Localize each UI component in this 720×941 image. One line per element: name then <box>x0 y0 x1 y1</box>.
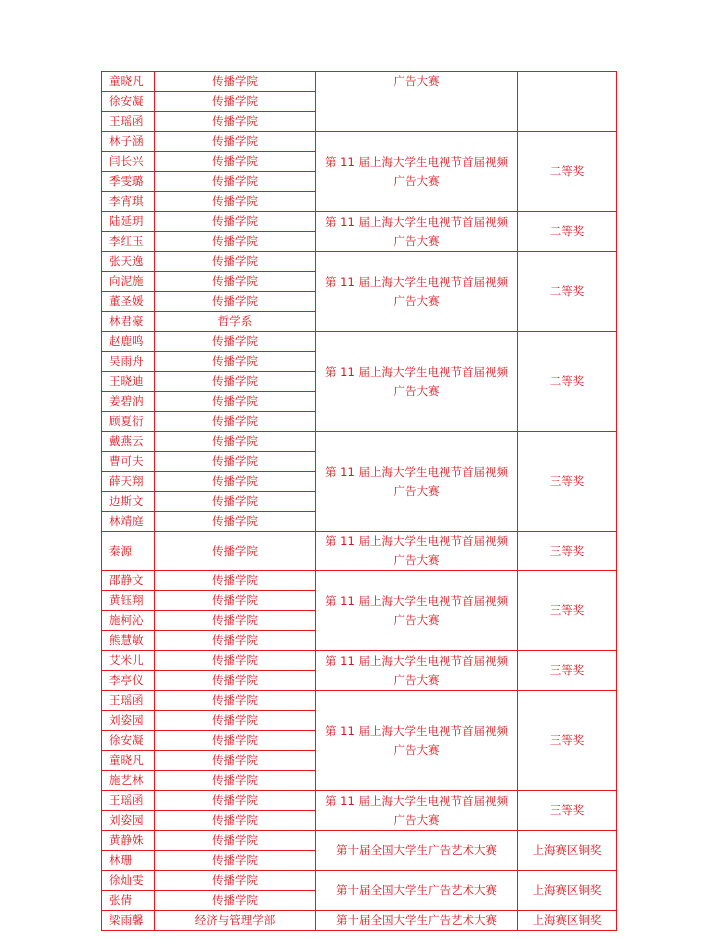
awards-sheet <box>101 71 617 931</box>
department-cell: 传播学院 <box>155 432 316 452</box>
table-row <box>102 911 617 931</box>
department-cell: 传播学院 <box>155 212 316 232</box>
competition-cell: 第 11 届上海大学生电视节首届视频广告大赛 <box>316 252 518 332</box>
department-cell: 传播学院 <box>155 392 316 412</box>
student-name-cell: 薛天翔 <box>102 472 155 492</box>
award-cell: 二等奖 <box>518 252 617 332</box>
student-name-cell: 林子涵 <box>102 132 155 152</box>
table-row <box>102 252 617 272</box>
student-name-cell: 顾夏衍 <box>102 412 155 432</box>
department-cell: 传播学院 <box>155 292 316 312</box>
student-name-cell: 向泥施 <box>102 272 155 292</box>
competition-cell: 第 11 届上海大学生电视节首届视频广告大赛 <box>316 691 518 791</box>
department-cell: 哲学系 <box>155 312 316 332</box>
table-row <box>102 651 617 671</box>
table-row <box>102 532 617 571</box>
student-name-cell: 王瑶函 <box>102 112 155 132</box>
student-name-cell: 梁雨馨 <box>102 911 155 931</box>
competition-cell: 第 11 届上海大学生电视节首届视频广告大赛 <box>316 212 518 252</box>
competition-cell: 第 11 届上海大学生电视节首届视频广告大赛 <box>316 132 518 212</box>
student-name-cell: 陆延玥 <box>102 212 155 232</box>
table-row <box>102 871 617 891</box>
department-cell: 传播学院 <box>155 112 316 132</box>
table-row <box>102 332 617 352</box>
department-cell: 传播学院 <box>155 172 316 192</box>
student-name-cell: 边斯文 <box>102 492 155 512</box>
student-name-cell: 戴燕云 <box>102 432 155 452</box>
department-cell: 传播学院 <box>155 731 316 751</box>
award-cell: 三等奖 <box>518 571 617 651</box>
award-cell: 上海赛区铜奖 <box>518 911 617 931</box>
department-cell: 传播学院 <box>155 72 316 92</box>
department-cell: 传播学院 <box>155 651 316 671</box>
student-name-cell: 张天逸 <box>102 252 155 272</box>
award-cell: 二等奖 <box>518 132 617 212</box>
department-cell: 传播学院 <box>155 811 316 831</box>
table-row <box>102 432 617 452</box>
student-name-cell: 童晓凡 <box>102 72 155 92</box>
department-cell: 传播学院 <box>155 352 316 372</box>
awards-table <box>101 71 617 931</box>
student-name-cell: 黄静姝 <box>102 831 155 851</box>
department-cell: 传播学院 <box>155 571 316 591</box>
student-name-cell: 李亭仪 <box>102 671 155 691</box>
department-cell: 传播学院 <box>155 751 316 771</box>
award-cell: 三等奖 <box>518 432 617 532</box>
student-name-cell: 黄钰翔 <box>102 591 155 611</box>
student-name-cell: 刘姿园 <box>102 711 155 731</box>
award-cell: 三等奖 <box>518 691 617 791</box>
department-cell: 传播学院 <box>155 252 316 272</box>
student-name-cell: 张倩 <box>102 891 155 911</box>
department-cell: 传播学院 <box>155 412 316 432</box>
competition-cell: 第十届全国大学生广告艺术大赛 <box>316 831 518 871</box>
competition-cell: 第 11 届上海大学生电视节首届视频广告大赛 <box>316 332 518 432</box>
student-name-cell: 王晓迪 <box>102 372 155 392</box>
student-name-cell: 曹可夫 <box>102 452 155 472</box>
competition-cell: 第 11 届上海大学生电视节首届视频广告大赛 <box>316 651 518 691</box>
student-name-cell: 林珊 <box>102 851 155 871</box>
department-cell: 传播学院 <box>155 871 316 891</box>
department-cell: 传播学院 <box>155 611 316 631</box>
student-name-cell: 林君豪 <box>102 312 155 332</box>
competition-cell: 第十届全国大学生广告艺术大赛 <box>316 871 518 911</box>
table-row <box>102 791 617 811</box>
table-row <box>102 132 617 152</box>
department-cell: 传播学院 <box>155 671 316 691</box>
student-name-cell: 李红玉 <box>102 232 155 252</box>
department-cell: 传播学院 <box>155 472 316 492</box>
department-cell: 传播学院 <box>155 92 316 112</box>
competition-cell: 第 11 届上海大学生电视节首届视频广告大赛 <box>316 532 518 571</box>
department-cell: 传播学院 <box>155 791 316 811</box>
department-cell: 传播学院 <box>155 132 316 152</box>
table-row <box>102 212 617 232</box>
student-name-cell: 林靖庭 <box>102 512 155 532</box>
student-name-cell: 童晓凡 <box>102 751 155 771</box>
student-name-cell: 姜碧汭 <box>102 392 155 412</box>
department-cell: 经济与管理学部 <box>155 911 316 931</box>
department-cell: 传播学院 <box>155 272 316 292</box>
department-cell: 传播学院 <box>155 891 316 911</box>
student-name-cell: 秦源 <box>102 532 155 571</box>
table-row <box>102 831 617 851</box>
student-name-cell: 徐安凝 <box>102 731 155 751</box>
department-cell: 传播学院 <box>155 691 316 711</box>
student-name-cell: 王瑶函 <box>102 791 155 811</box>
competition-cell: 第 11 届上海大学生电视节首届视频广告大赛 <box>316 432 518 532</box>
department-cell: 传播学院 <box>155 631 316 651</box>
student-name-cell: 吴雨舟 <box>102 352 155 372</box>
student-name-cell: 邵静文 <box>102 571 155 591</box>
department-cell: 传播学院 <box>155 532 316 571</box>
student-name-cell: 徐灿雯 <box>102 871 155 891</box>
student-name-cell: 季雯璐 <box>102 172 155 192</box>
department-cell: 传播学院 <box>155 591 316 611</box>
award-cell: 上海赛区铜奖 <box>518 871 617 911</box>
table-row <box>102 571 617 591</box>
award-cell: 二等奖 <box>518 212 617 252</box>
student-name-cell: 熊慧敏 <box>102 631 155 651</box>
award-cell: 三等奖 <box>518 651 617 691</box>
department-cell: 传播学院 <box>155 332 316 352</box>
table-row <box>102 72 617 92</box>
student-name-cell: 徐安凝 <box>102 92 155 112</box>
student-name-cell: 王瑶函 <box>102 691 155 711</box>
department-cell: 传播学院 <box>155 492 316 512</box>
competition-cell: 第十届全国大学生广告艺术大赛 <box>316 911 518 931</box>
competition-cell: 第 11 届上海大学生电视节首届视频广告大赛 <box>316 571 518 651</box>
department-cell: 传播学院 <box>155 851 316 871</box>
student-name-cell: 赵鹿鸣 <box>102 332 155 352</box>
student-name-cell: 刘姿园 <box>102 811 155 831</box>
award-cell: 二等奖 <box>518 332 617 432</box>
competition-cell: 第 11 届上海大学生电视节首届视频广告大赛 <box>316 791 518 831</box>
department-cell: 传播学院 <box>155 372 316 392</box>
department-cell: 传播学院 <box>155 452 316 472</box>
student-name-cell: 闫长兴 <box>102 152 155 172</box>
student-name-cell: 施柯沁 <box>102 611 155 631</box>
award-cell: 上海赛区铜奖 <box>518 831 617 871</box>
table-row <box>102 691 617 711</box>
department-cell: 传播学院 <box>155 192 316 212</box>
department-cell: 传播学院 <box>155 152 316 172</box>
student-name-cell: 李宵琪 <box>102 192 155 212</box>
award-cell <box>518 72 617 132</box>
department-cell: 传播学院 <box>155 232 316 252</box>
student-name-cell: 施艺林 <box>102 771 155 791</box>
department-cell: 传播学院 <box>155 512 316 532</box>
awards-table-body <box>102 72 617 931</box>
department-cell: 传播学院 <box>155 711 316 731</box>
student-name-cell: 艾米儿 <box>102 651 155 671</box>
student-name-cell: 董圣媛 <box>102 292 155 312</box>
award-cell: 三等奖 <box>518 791 617 831</box>
department-cell: 传播学院 <box>155 831 316 851</box>
award-cell: 三等奖 <box>518 532 617 571</box>
department-cell: 传播学院 <box>155 771 316 791</box>
competition-cell: 广告大赛 <box>316 72 518 132</box>
